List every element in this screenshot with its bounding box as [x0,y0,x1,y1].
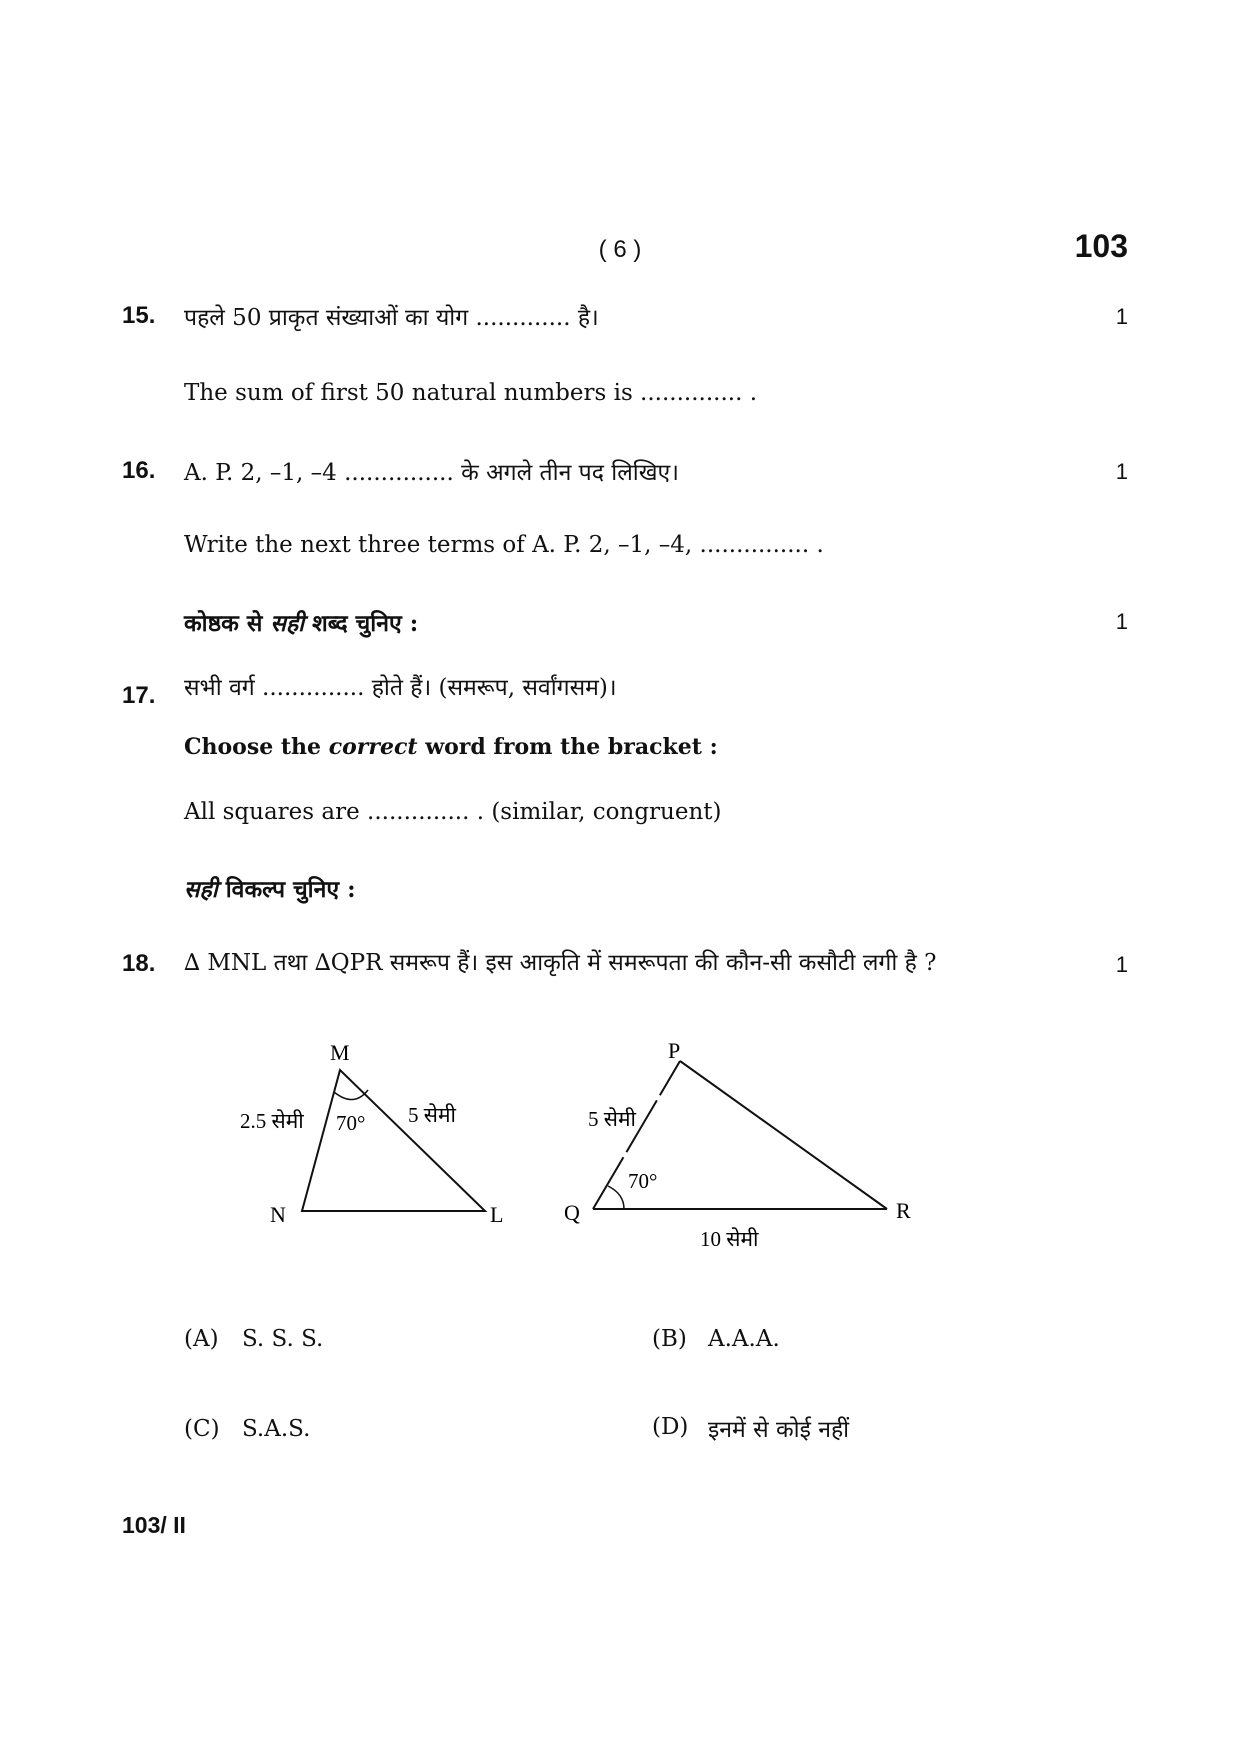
question-number-16: 16. [122,457,156,484]
label-m: M [330,1040,350,1065]
question-number-18: 18. [122,950,156,977]
side-ml-length: 5 सेमी [408,1103,456,1127]
q17-hindi-text: सभी वर्ग .............. होते हैं। (समरूप, सर्वांगसम)। [184,675,617,701]
paper-code: 103 [1074,228,1128,264]
label-q: Q [564,1200,580,1225]
angle-m-value: 70° [336,1111,366,1135]
option-c-label[interactable]: (C) [184,1416,220,1442]
label-n: N [270,1202,286,1227]
option-d-label[interactable]: (D) [652,1414,689,1440]
q18-hindi-text: ∆ MNL तथा ∆QPR समरूप हैं। इस आकृति में समरूपता की कौन-सी कसौटी लगी है ? [184,950,937,976]
option-d-text[interactable]: इनमें से कोई नहीं [708,1417,850,1443]
page-number: ( 6 ) [598,236,642,263]
label-l: L [490,1202,504,1227]
angle-q-arc [608,1186,624,1209]
option-b-label[interactable]: (B) [652,1326,687,1352]
q15-hindi-text: पहले 50 प्राकृत संख्याओं का योग ............. है। [184,305,599,331]
q18-marks: 1 [1115,952,1128,977]
angle-q-value: 70° [628,1169,658,1193]
q17-english-text: All squares are .............. . (similar, congruent) [184,799,722,825]
q16-hindi-text: A. P. 2, –1, –4 ............... के अगले तीन पद लिखिए। [184,460,679,486]
q16-english-text: Write the next three terms of A. P. 2, –1, –4, ............... . [184,532,824,558]
q17-english-heading: Choose the correct word from the bracket : [184,734,718,760]
q15-english-text: The sum of first 50 natural numbers is .............. . [184,380,758,406]
question-number-17: 17. [122,682,156,709]
option-b-text[interactable]: A.A.A. [708,1326,780,1352]
triangle-mnl [302,1070,485,1211]
option-a-text[interactable]: S. S. S. [242,1326,324,1352]
label-p: P [668,1038,681,1063]
side-mn-length: 2.5 सेमी [240,1109,304,1133]
side-qr-length: 10 सेमी [700,1227,759,1251]
q15-marks: 1 [1115,304,1128,329]
question-number-15: 15. [122,302,156,329]
footer-code: 103/ II [122,1512,186,1538]
similar-triangles-figure [0,1020,1240,1270]
section-choose-word-hindi: कोष्ठक से सही शब्द चुनिए : [184,610,419,637]
section-choose-option-hindi: सही विकल्प चुनिए : [184,876,356,903]
option-a-label[interactable]: (A) [184,1326,219,1352]
option-c-text[interactable]: S.A.S. [242,1416,311,1442]
side-pr [680,1061,887,1209]
label-r: R [896,1198,911,1223]
side-qp-length: 5 सेमी [588,1107,636,1131]
section-word-marks: 1 [1115,609,1128,634]
q16-marks: 1 [1115,459,1128,484]
